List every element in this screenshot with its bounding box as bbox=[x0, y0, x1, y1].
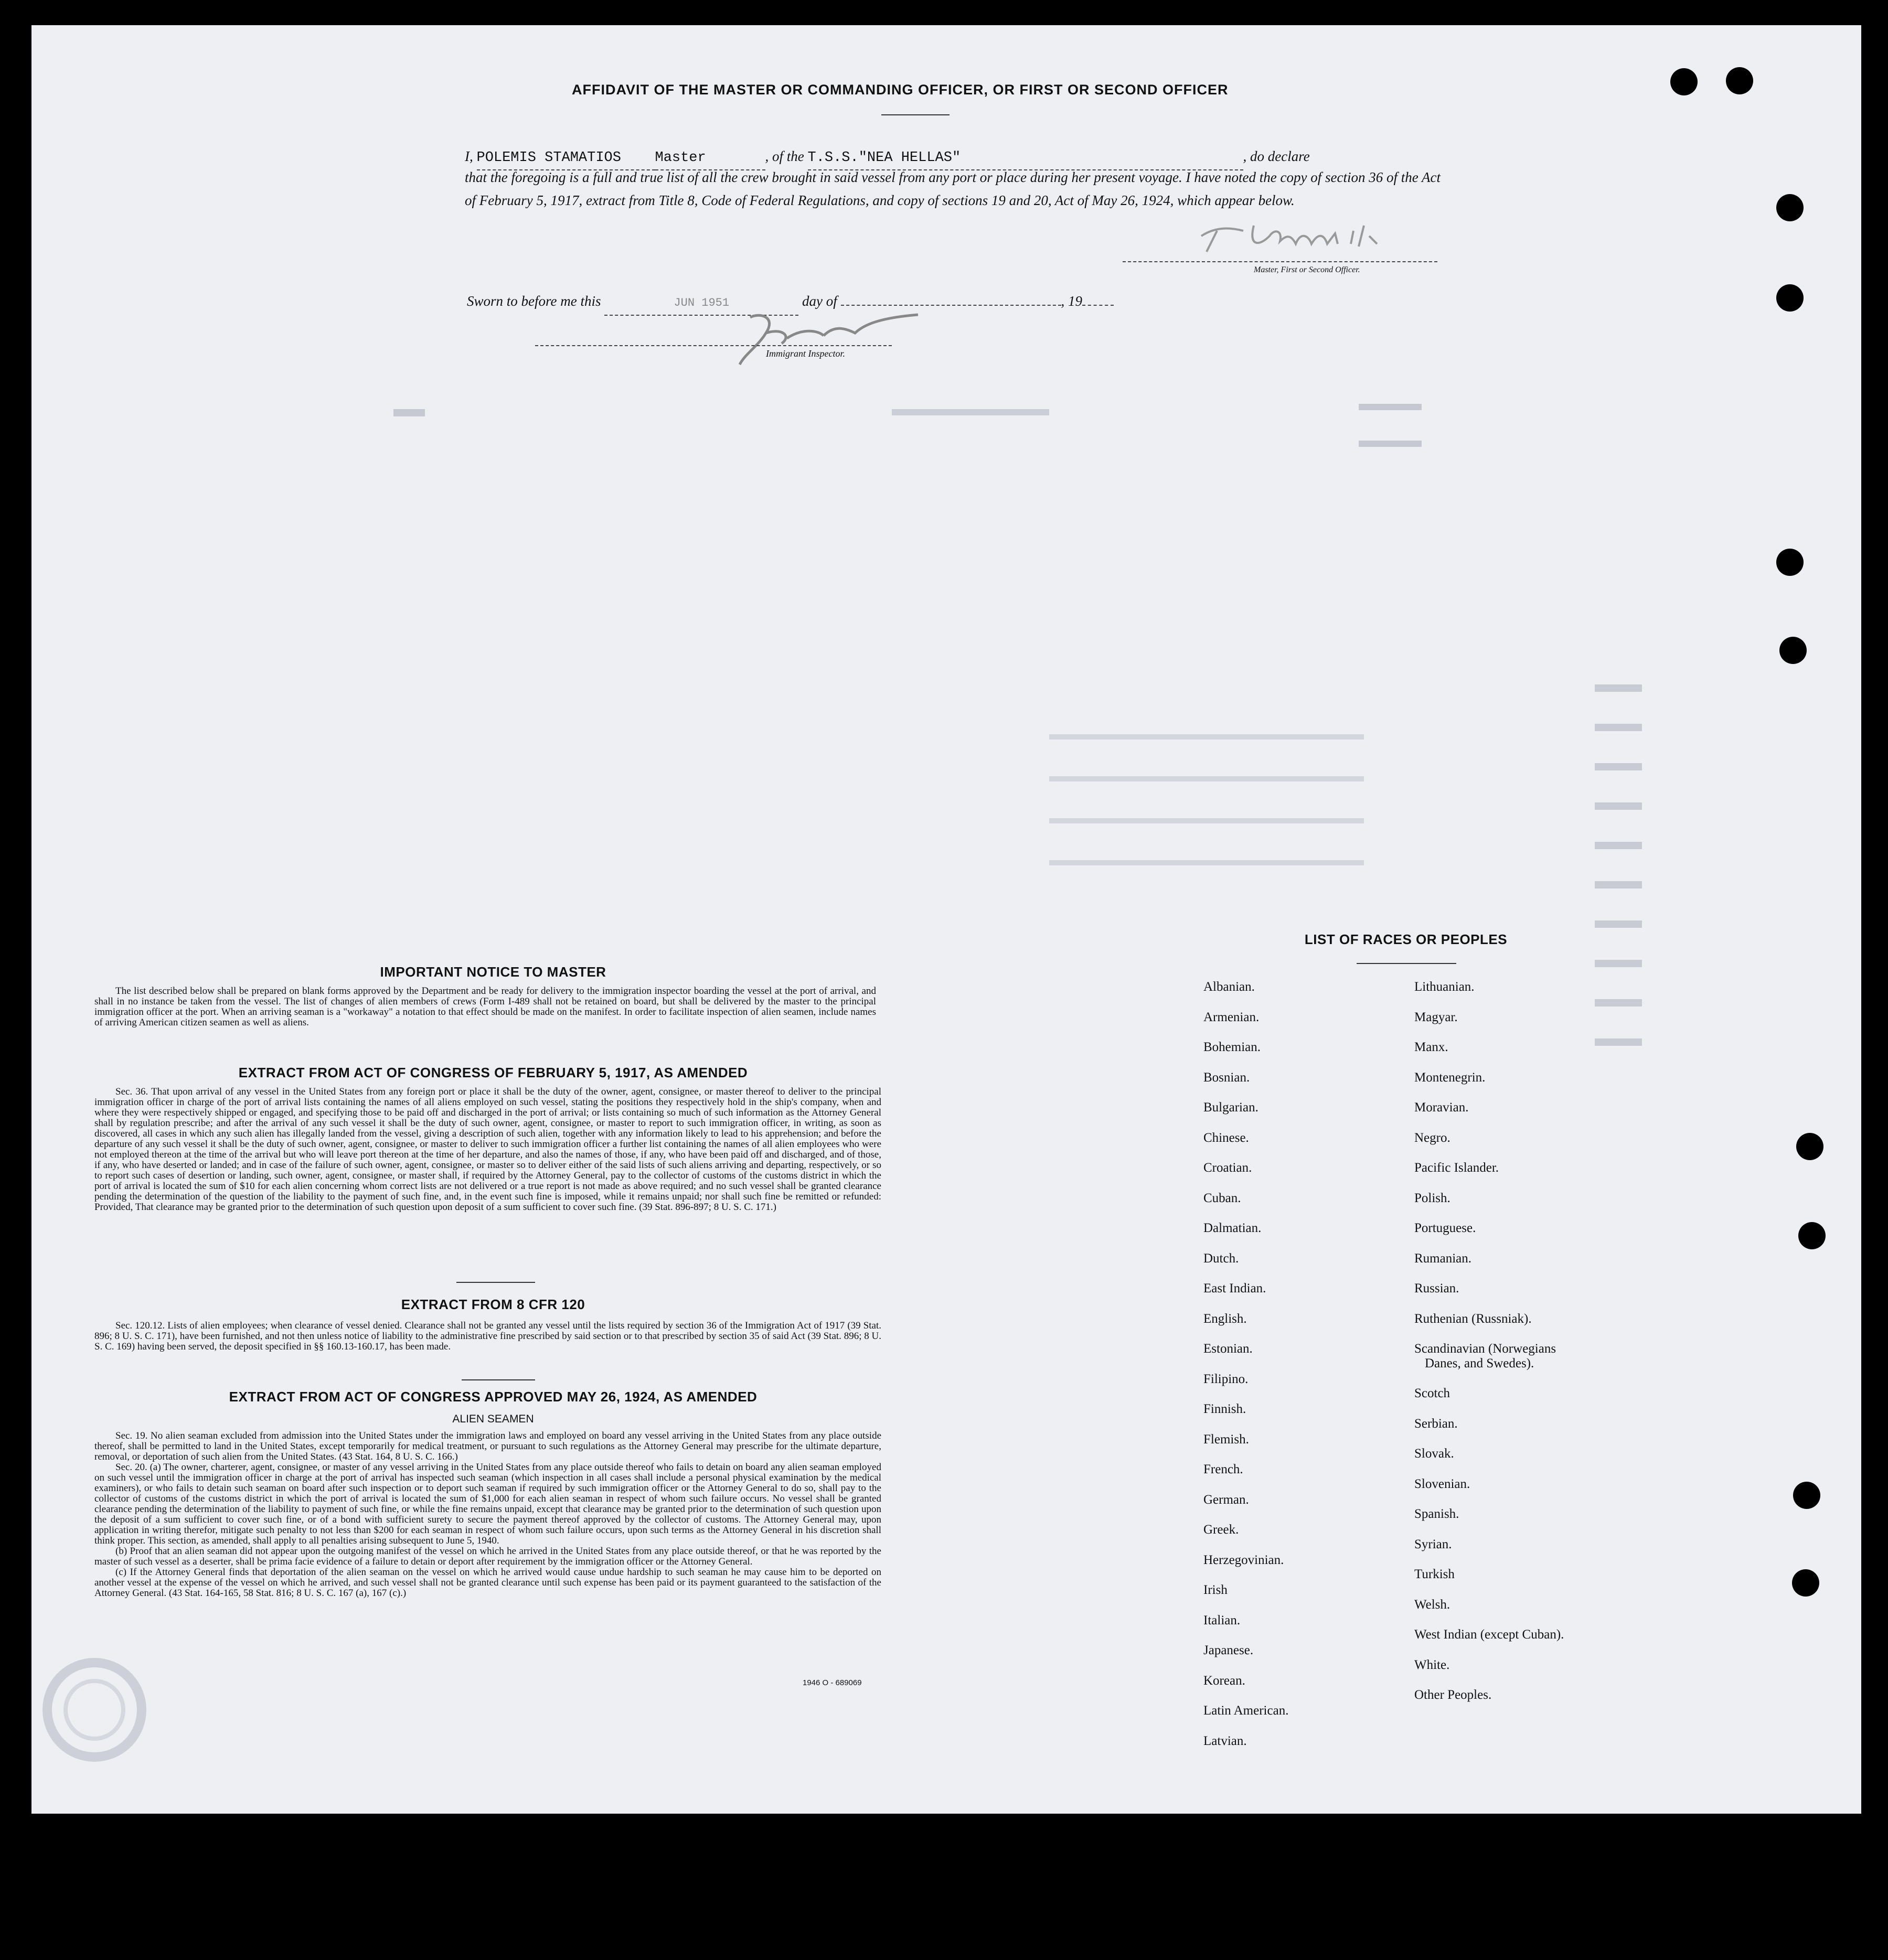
race-item: Flemish. bbox=[1203, 1432, 1249, 1447]
binder-hole bbox=[1776, 549, 1804, 576]
inspector-signature bbox=[729, 307, 970, 370]
extract-cfr-text: Sec. 120.12. Lists of alien employees; when clearance of vessel denied. Clearance shall not be granted any vessel until the lists required by section 36 of the Immigration Act of 1917 (39 Stat. 896; 8 U. S. C. 171), have been furnished, and not then unless notice of liability to the administrative fine prescribed by said section or to that prescribed by section 35 of said Act (39 Stat. 896; 8 U. S. C. 169) having been served, the deposit specified in §§ 160.13-160.17, has been made. bbox=[94, 1320, 881, 1352]
binder-hole bbox=[1726, 67, 1753, 94]
race-item: Syrian. bbox=[1414, 1537, 1452, 1551]
section-20c-text: (c) If the Attorney General finds that deportation of the alien seaman on the vessel on which he arrived would cause undue hardship to such seaman he may cause him to be deported on another vessel at the expense of the vessel on which he arrived, and such vessel shall not be granted clearance until such expense has been paid or its payment guaranteed to the satisfaction of the Attorney General. (43 Stat. 164-165, 58 Stat. 816; 8 U. S. C. 167 (a), 167 (c).) bbox=[94, 1567, 881, 1599]
binder-hole bbox=[1670, 68, 1698, 95]
race-item: Cuban. bbox=[1203, 1191, 1241, 1205]
section-20a-text: Sec. 20. (a) The owner, charterer, agent, consignee, or master of any vessel arriving in the United States from any place outside thereof who fails to detain on board any alien seaman employed on such vessel until the immigration officer in charge at the port of arrival has inspected such seaman (which inspection in all cases shall include a personal physical examination by the medical examiners), or who fails to detain such seaman on board after such inspection or to deport such seaman if required by such immigration officer or the Attorney General to do so, shall pay to the collector of customs of the customs district in which the port of arrival is located the sum of $1,000 for each alien seaman in respect of whom such failure occurs. No vessel shall be granted clearance pending the determination of the liability to payment of such fine, or while the fine remains unpaid, except that clearance may be granted prior to the determination of such question upon the deposit of a sum sufficient to cover such fine, or of a bond with sufficient surety to secure the payment thereof approved by the collector of customs. The Attorney General may, upon application in writing therefor, mitigate such penalty to not less than $200 for each seaman in respect of whom such failure occurs, upon such terms as the Attorney General in his discretion shall think proper. This section, as amended, shall apply to all penalties arising subsequent to June 5, 1940. bbox=[94, 1462, 881, 1546]
race-item: Italian. bbox=[1203, 1613, 1241, 1627]
binder-hole bbox=[1776, 284, 1804, 312]
extract-1924-body bbox=[94, 1431, 881, 1599]
year-text: , 19 bbox=[1061, 293, 1082, 309]
notice-title: IMPORTANT NOTICE TO MASTER bbox=[380, 964, 606, 980]
printer-mark: 1946 O - 689069 bbox=[803, 1678, 862, 1687]
races-underline bbox=[1357, 963, 1456, 964]
race-item: Croatian. bbox=[1203, 1161, 1252, 1175]
race-item: Turkish bbox=[1414, 1567, 1455, 1581]
race-item: West Indian (except Cuban). bbox=[1414, 1627, 1564, 1642]
race-item: Korean. bbox=[1203, 1673, 1245, 1688]
rank: Master bbox=[655, 150, 706, 166]
race-item: Russian. bbox=[1414, 1281, 1459, 1295]
extract-1917-text: Sec. 36. That upon arrival of any vessel in the United States from any foreign port or place it shall be the duty of the owner, agent, consignee, or master thereof to deliver to the principal immigration officer in charge of the port of arrival lists containing the names of all aliens employed on such vessel, stating the positions they respectively hold in the ship's company, when and where they were respectively shipped or engaged, and specifying those to be paid off and discharged in the port of arrival; or lists containing so much of such information as the Attorney General shall by regulation prescribe; and after the arrival of any such vessel it shall be the duty of such owner, agent, consignee, or master to report to such immigration officer, in writing, as soon as discovered, all cases in which any such alien has illegally landed from the vessel, giving a description of such alien, together with any information likely to lead to his apprehension; and before the departure of any such vessel it shall be the duty of such owner, agent, consignee, or master to deliver to such immigration officer a further list containing the names of all alien employees who were not employed thereon at the time of the arrival but who will leave port thereon at the time of her departure, and also the names of those, if any, who have been paid off and discharged, and of those, if any, who have deserted or landed; and in case of the failure of such owner, agent, consignee, or master so to deliver either of the said lists of such aliens arriving and departing, respectively, or so to report such cases of desertion or landing, such owner, agent, consignee, or master shall, if required by the Attorney General, pay to the collector of customs of the customs district in which the port of arrival is located the sum of $10 for each alien concerning whom correct lists are not delivered or a true report is not made as above required; and no such vessel shall be granted clearance pending the determination of the question of the liability to the payment of such fine, and, in the event such fine is imposed, while it remains unpaid; nor shall such fine be remitted or refunded: Provided, That clearance may be granted prior to the determination of such question upon deposit of a sum sufficient to cover such fine. (39 Stat. 896-897; 8 U. S. C. 171.) bbox=[94, 1086, 881, 1213]
binder-hole bbox=[1798, 1222, 1826, 1249]
declaration-prefix: I, bbox=[465, 148, 473, 164]
race-item: French. bbox=[1203, 1462, 1243, 1476]
master-signature bbox=[1196, 215, 1448, 257]
notice-text: The list described below shall be prepared on blank forms approved by the Department and be ready for delivery to the immigration inspector boarding the vessel at the port of arrival, and shall in no instance be taken from the vessel. The list of changes of alien members of crews (Form I-489 shall not be retained on board, but shall be delivered by the master to the principal immigration officer at the port. When an arriving seaman is a "workaway" a notation to that effect should be made on the manifest. In order to facilitate inspection of alien seamen, include names of arriving American citizen seamen as well as aliens. bbox=[94, 986, 876, 1028]
stamp-date: JUN 1951 bbox=[674, 296, 730, 309]
race-item: Pacific Islander. bbox=[1414, 1161, 1499, 1175]
race-item: Magyar. bbox=[1414, 1010, 1458, 1024]
race-item: Latvian. bbox=[1203, 1733, 1247, 1748]
affidavit-title: AFFIDAVIT OF THE MASTER OR COMMANDING OFFICER, OR FIRST OR SECOND OFFICER bbox=[572, 82, 1229, 98]
race-item: Filipino. bbox=[1203, 1372, 1249, 1386]
section-19-text: Sec. 19. No alien seaman excluded from admission into the United States under the immigration laws and employed on board any vessel arriving in the United States from any place outside thereof, shall be permitted to land in the United States, except temporarily for medical treatment, or pursuant to such regulations as the Attorney General may prescribe for the ultimate departure, removal, or deportation of such alien from the United States. (43 Stat. 164, 8 U. S. C. 166.) bbox=[94, 1430, 881, 1462]
race-item: Finnish. bbox=[1203, 1402, 1246, 1416]
races-title: LIST OF RACES OR PEOPLES bbox=[1304, 931, 1508, 947]
divider bbox=[456, 1282, 535, 1283]
divider bbox=[462, 1379, 535, 1380]
race-item: Bulgarian. bbox=[1203, 1100, 1258, 1115]
race-item: Portuguese. bbox=[1414, 1221, 1476, 1235]
race-item: Negro. bbox=[1414, 1130, 1450, 1145]
race-item: Ruthenian (Russniak). bbox=[1414, 1311, 1532, 1326]
master-caption: Master, First or Second Officer. bbox=[1254, 265, 1360, 274]
race-item: Welsh. bbox=[1414, 1597, 1450, 1612]
race-item: Irish bbox=[1203, 1583, 1228, 1597]
extract-1924-subtitle: ALIEN SEAMEN bbox=[452, 1413, 534, 1425]
race-item: Scandinavian (Norwegians bbox=[1414, 1342, 1556, 1356]
binder-hole bbox=[1779, 637, 1807, 664]
extract-cfr-title: EXTRACT FROM 8 CFR 120 bbox=[401, 1297, 585, 1312]
title-underline bbox=[881, 114, 950, 115]
race-item: German. bbox=[1203, 1492, 1249, 1507]
race-item: Spanish. bbox=[1414, 1507, 1459, 1521]
race-item: East Indian. bbox=[1203, 1281, 1266, 1295]
vessel-name: T.S.S."NEA HELLAS" bbox=[807, 150, 961, 166]
race-item: Chinese. bbox=[1203, 1130, 1249, 1145]
race-item: Slovak. bbox=[1414, 1447, 1454, 1461]
race-item: Slovenian. bbox=[1414, 1476, 1470, 1491]
race-item: Danes, and Swedes). bbox=[1425, 1356, 1534, 1370]
day-of-text: day of bbox=[802, 293, 837, 309]
sworn-text: Sworn to before me this bbox=[467, 293, 601, 309]
race-item: Moravian. bbox=[1414, 1100, 1469, 1115]
race-item: Estonian. bbox=[1203, 1342, 1253, 1356]
embossed-seal bbox=[31, 1652, 152, 1768]
extract-1924-title: EXTRACT FROM ACT OF CONGRESS APPROVED MAY 26, 1924, AS AMENDED bbox=[229, 1389, 758, 1405]
race-item: Greek. bbox=[1203, 1523, 1239, 1537]
race-item: Latin American. bbox=[1203, 1704, 1289, 1718]
race-item: Bohemian. bbox=[1203, 1040, 1261, 1054]
inspector-signature-line bbox=[535, 345, 892, 347]
race-item: Bosnian. bbox=[1203, 1070, 1250, 1085]
declare-text: , do declare bbox=[1243, 148, 1310, 164]
race-item: Dutch. bbox=[1203, 1251, 1239, 1266]
declaration-body: that the foregoing is a full and true list of all the crew brought in said vessel from any port or place during her present voyage. I have noted the copy of section 36 of the Act of February 5, 1917, extract from Title 8, Code of Federal Regulations, and copy of sections 19 and 20, Act of May 26, 1924, which appear below. bbox=[465, 169, 1441, 208]
race-item: Montenegrin. bbox=[1414, 1070, 1486, 1085]
race-item: Dalmatian. bbox=[1203, 1221, 1262, 1235]
binder-hole bbox=[1792, 1569, 1819, 1597]
binder-hole bbox=[1796, 1133, 1823, 1160]
of-the-text: , of the bbox=[765, 148, 804, 164]
race-item: Polish. bbox=[1414, 1191, 1450, 1205]
race-item: White. bbox=[1414, 1657, 1450, 1672]
race-item: Rumanian. bbox=[1414, 1251, 1472, 1266]
race-item: Other Peoples. bbox=[1414, 1688, 1492, 1702]
race-item: Albanian. bbox=[1203, 980, 1255, 994]
race-item: Lithuanian. bbox=[1414, 980, 1475, 994]
master-signature-line bbox=[1123, 261, 1437, 263]
race-item: Manx. bbox=[1414, 1040, 1448, 1054]
race-item: Japanese. bbox=[1203, 1643, 1254, 1657]
binder-hole bbox=[1793, 1482, 1820, 1509]
race-item: Armenian. bbox=[1203, 1010, 1260, 1024]
extract-1917-title: EXTRACT FROM ACT OF CONGRESS OF FEBRUARY 5, 1917, AS AMENDED bbox=[238, 1065, 748, 1080]
inspector-caption: Immigrant Inspector. bbox=[766, 348, 845, 359]
race-item: Serbian. bbox=[1414, 1416, 1458, 1431]
section-20b-text: (b) Proof that an alien seaman did not appear upon the outgoing manifest of the vessel on which he arrived in the United States from any place outside thereof, or that he was reported by the master of such vessel as a deserter, shall be prima facie evidence of a failure to detain or deport after requirement by the immigration officer or the Attorney General. bbox=[94, 1546, 881, 1567]
binder-hole bbox=[1776, 194, 1804, 221]
master-name: POLEMIS STAMATIOS bbox=[476, 150, 621, 166]
race-item: English. bbox=[1203, 1311, 1247, 1326]
race-item: Herzegovinian. bbox=[1203, 1552, 1284, 1567]
race-item: Scotch bbox=[1414, 1386, 1450, 1400]
